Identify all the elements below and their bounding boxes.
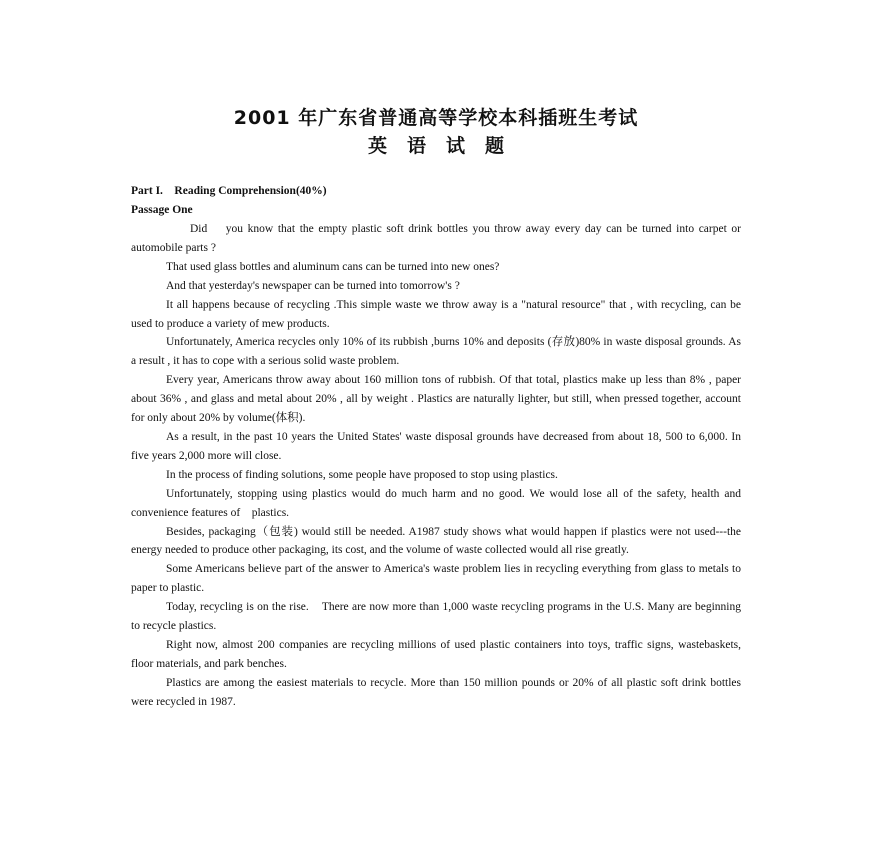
passage-paragraph: Every year, Americans throw away about 160 million tons of rubbish. Of that total, plastics make up less than 8% , paper about 36% , and glass and metal about 20% , all by weight . Plastics are naturally lighter, but still, when pressed together, account for only about 20% by volume(体积).	[131, 374, 741, 425]
passage-paragraph: In the process of finding solutions, some people have proposed to stop using plastics.	[166, 468, 558, 481]
passage-paragraph: It all happens because of recycling .This simple waste we throw away is a "natural resource" that , with recycling, can be used to produce a variety of mew products.	[131, 298, 741, 330]
exam-title: 2001 年广东省普通高等学校本科插班生考试	[233, 107, 639, 129]
passage-paragraph: Unfortunately, stopping using plastics would do much harm and no good. We would lose all of the safety, health and convenience features of plastics.	[131, 487, 744, 519]
passage-paragraph: Right now, almost 200 companies are recycling millions of used plastic containers into toys, traffic signs, wastebaskets, floor materials, and park benches.	[131, 638, 741, 670]
passage-paragraph: Did you know that the empty plastic soft drink bottles you throw away every day can be turned into carpet or automobile parts ?	[131, 223, 744, 254]
passage-heading: Passage One	[131, 204, 193, 216]
passage-paragraph: That used glass bottles and aluminum cans can be turned into new ones?	[166, 260, 500, 273]
passage-paragraph: As a result, in the past 10 years the United States' waste disposal grounds have decreased from about 18, 500 to 6,000. In five years 2,000 more will close.	[131, 430, 741, 462]
passage-paragraph: Plastics are among the easiest materials to recycle. More than 150 million pounds or 20% of all plastic soft drink bottles were recycled in 1987.	[131, 676, 741, 708]
passage-paragraph: And that yesterday's newspaper can be turned into tomorrow's ?	[166, 279, 460, 292]
exam-subtitle: 英语试题	[367, 135, 524, 157]
passage-paragraph: Unfortunately, America recycles only 10% of its rubbish ,burns 10% and deposits (存放)80% in waste disposal grounds. As a result , it has to cope with a serious solid waste problem.	[131, 336, 741, 368]
passage-paragraph: Today, recycling is on the rise. There are now more than 1,000 waste recycling programs in the U.S. Many are beginning to recycle plastics.	[131, 601, 744, 633]
passage-paragraph: Besides, packaging（包装) would still be needed. A1987 study shows what would happen if plastics were not used---the energy needed to produce other packaging, its cost, and the volume of waste collected would all rise greatly.	[131, 525, 741, 557]
part-heading: Part I. Reading Comprehension(40%)	[131, 185, 327, 197]
passage-paragraph: Some Americans believe part of the answer to America's waste problem lies in recycling everything from glass to metals to paper to plastic.	[131, 563, 741, 595]
exam-page	[131, 104, 744, 712]
passage-body	[131, 220, 744, 712]
